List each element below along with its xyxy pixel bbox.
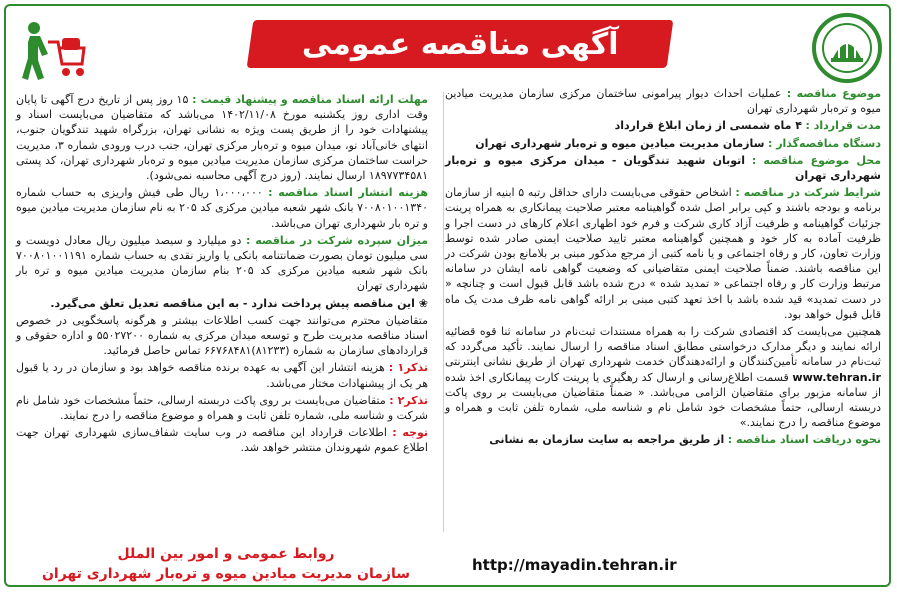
note1-text: هزینه انتشار این آگهی به عهده برنده مناقصه خواهد بود و سازمان در رد یا قبول هر یک از پیشنهادات مختار می‌باشد. — [16, 361, 428, 390]
extra-text-2: قسمت اطلاع‌رسانی و ارسال کد رهگیری یا پرینت کارت پیمانکاری اخذ شده از سامانه مزبور برای متقاضیان الزامی می‌باشد. « ضمناً متقاضیان می‌بایست بر روی پاکت دربسته ارسالی، حتماً مشخصات خود شامل نام و شناسه ملی، شماره تلفن ثابت و همراه و موضوع مناقصه را درج نمایند.» — [445, 370, 881, 430]
left-column — [16, 92, 428, 458]
note2-label: تذکر۲ : — [389, 393, 429, 407]
attention-text: اطلاعات قرارداد این مناقصه در وب سایت شفاف‌سازی شهرداری تهران جهت اطلاع عموم شهروندان منتشر خواهد شد. — [16, 426, 428, 455]
deposit-label: میزان سپرده شرکت در مناقصه : — [245, 233, 429, 247]
receive-text: از طریق مراجعه به سایت سازمان به نشانی — [489, 433, 725, 447]
ad-title: آگهی مناقصه عمومی — [301, 26, 619, 62]
subject-text: عملیات احداث دیوار پیرامونی ساختمان مرکزی سازمان مدیریت میادین میوه و تره‌بار شهرداری تهران — [445, 87, 881, 116]
fee-label: هزینه انتشار اسناد مناقصه : — [268, 186, 429, 200]
conditions-text: اشخاص حقوقی می‌بایست دارای حداقل رتبه ۵ ابنیه از سازمان برنامه و بودجه باشند و کپی برابر اصل شده گواهینامه معتبر صلاحیت پیمانکاری به همراه پرینت جزئیات گواهینامه و ظرفیت آزاد کاری شرکت و فرم خود اظهاری اعلام کارهای در دست اجرا و ظرفیت آماده به کار خود و همچنین گواهینامه معتبر تایید صلاحیت ایمنی صادر شده توسط وزارت تعاون، کار و رفاه اجتماعی و یا نامه کتبی از مرجع مذکور مبنی بر بلامانع بودن شرکت در این مناقصه باشند. ضمناً صلاحیت ایمنی متقاضیانی که وضعیت گواهی نامه ایشان در سامانه مرتبط وزارت کار و رفاه اجتماعی « تمدید شده » درج شده باشد قابل قبول است و چنانچه « در دست تمدید» قید شده باشد با اخذ تعهد کتبی مبنی بر ارائه گواهی نامه ظرف مدت یک ماه قابل قبول خواهد بود. — [445, 186, 881, 321]
duration-text: ۴ ماه شمسی از زمان ابلاغ قرارداد — [614, 119, 802, 133]
receive-label: نحوه دریافت اسناد مناقصه : — [727, 433, 881, 447]
mayadin-site-link[interactable]: http://mayadin.tehran.ir — [472, 556, 677, 574]
publisher-signature — [36, 544, 416, 584]
location-label: محل موضوع مناقصه : — [751, 153, 881, 167]
tehran-site-link[interactable]: www.tehran.ir — [792, 370, 881, 384]
conditions-label: شرایط شرکت در مناقصه : — [735, 186, 881, 200]
deadline-label: مهلت ارائه اسناد مناقصه و پیشنهاد قیمت : — [192, 93, 428, 106]
deadline-text: ۱۵ روز پس از تاریخ درج آگهی تا پایان وقت اداری روز یکشنبه مورخ ۱۴۰۲/۱۱/۰۸ می‌باشد که متقاضیان می‌بایست اسناد و پیشنهادات خود را از طریق پست ویژه به نشانی تهران، بزرگراه شهید تندگویان جنوب، انتهای خانی‌آباد نو، میدان میوه و تره‌بار مرکزی تهران، جنب درب ورودی شماره ۳، مدیریت حراست ساختمان مرکزی سازمان مدیریت میادین میوه و تره‌بار شهرداری تهران، کد پستی ۱۸۹۷۷۳۴۵۸۱ ارسال نمایند. (روز درج آگهی محاسبه نمی‌شود). — [16, 93, 428, 183]
organizer-label: دستگاه مناقصه‌گذار : — [767, 136, 881, 150]
note2-text: متقاضیان می‌بایست بر روی پاکت دربسته ارسالی، حتماً مشخصات خود شامل نام شرکت و شناسه ملی، شماره تلفن ثابت و همراه و موضوع مناقصه را درج نمایند. — [16, 393, 428, 423]
column-divider — [443, 92, 444, 532]
publisher-line-2: سازمان مدیریت میادین میوه و تره‌بار شهرداری تهران — [41, 566, 411, 582]
contact-text: متقاضیان محترم می‌توانند جهت کسب اطلاعات بیشتر و هرگونه پاسخگویی در خصوص اسناد مناقصه مدیریت طرح و توسعه میدان مرکزی به شماره ۵۵۰۲۷۲۰۰ و اداره حقوقی و قراردادهای سازمان به شماره (۸۱۲۳۳)۶۶۷۶۸۴۸۱ تماس حاصل فرمائید. — [16, 313, 428, 358]
right-column — [445, 86, 881, 450]
extra-text: همچنین می‌بایست کد اقتصادی شرکت را به همراه مستندات ثبت‌نام در سامانه ثنا قوه قضائیه ارائه نمایند و دیگر مدارک درخواستی مطابق اسناد مناقصه را ارسال نمایند. تأکید می‌گردد که ثبت‌نام در سامانه تأمین‌کنندگان و ارائه‌دهندگان خدمت شهرداری تهران از طریق نشانی اینترنتی — [445, 325, 881, 369]
subject-label: موضوع مناقصه : — [786, 87, 881, 100]
note1-label: تذکر۱ : — [388, 361, 428, 375]
publisher-line-1: روابط عمومی و امور بین الملل — [117, 546, 335, 562]
attention-label: توجه : — [392, 426, 428, 440]
ad-title-banner — [247, 20, 674, 68]
fee-text: ۱،۰۰۰،۰۰۰ ریال طی فیش واریزی به حساب شماره ۷۰۰۸۰۱۰۰۱۳۴۰ بانک شهر شعبه میادین مرکزی کد ۲۰۵ به نام سازمان مدیریت میادین میوه و تره بار شهرداری تهران می‌باشد. — [16, 186, 429, 230]
municipality-emblem-icon — [811, 12, 883, 84]
organizer-text: سازمان مدیریت میادین میوه و تره‌بار شهرداری تهران — [475, 136, 765, 150]
duration-label: مدت قرارداد : — [805, 119, 881, 133]
location-text: اتوبان شهید تندگویان - میدان مرکزی میوه و تره‌بار شهرداری تهران — [445, 153, 881, 183]
no-prepay-note: ❀ این مناقصه پیش پرداخت ندارد - به این مناقصه تعدیل تعلق می‌گیرد. — [50, 296, 428, 310]
shopping-cart-logo-icon — [18, 20, 88, 82]
deposit-text: دو میلیارد و سیصد میلیون ریال معادل دویست و سی میلیون تومان بصورت ضمانتنامه بانکی یا واریز نقدی به حساب شماره ۷۰۰۸۰۱۰۰۱۱۹۱ بانک شهر شعبه میادین مرکزی کد ۲۰۵ بنام سازمان مدیریت میادین میوه و تره بار شهرداری تهران — [16, 233, 428, 293]
